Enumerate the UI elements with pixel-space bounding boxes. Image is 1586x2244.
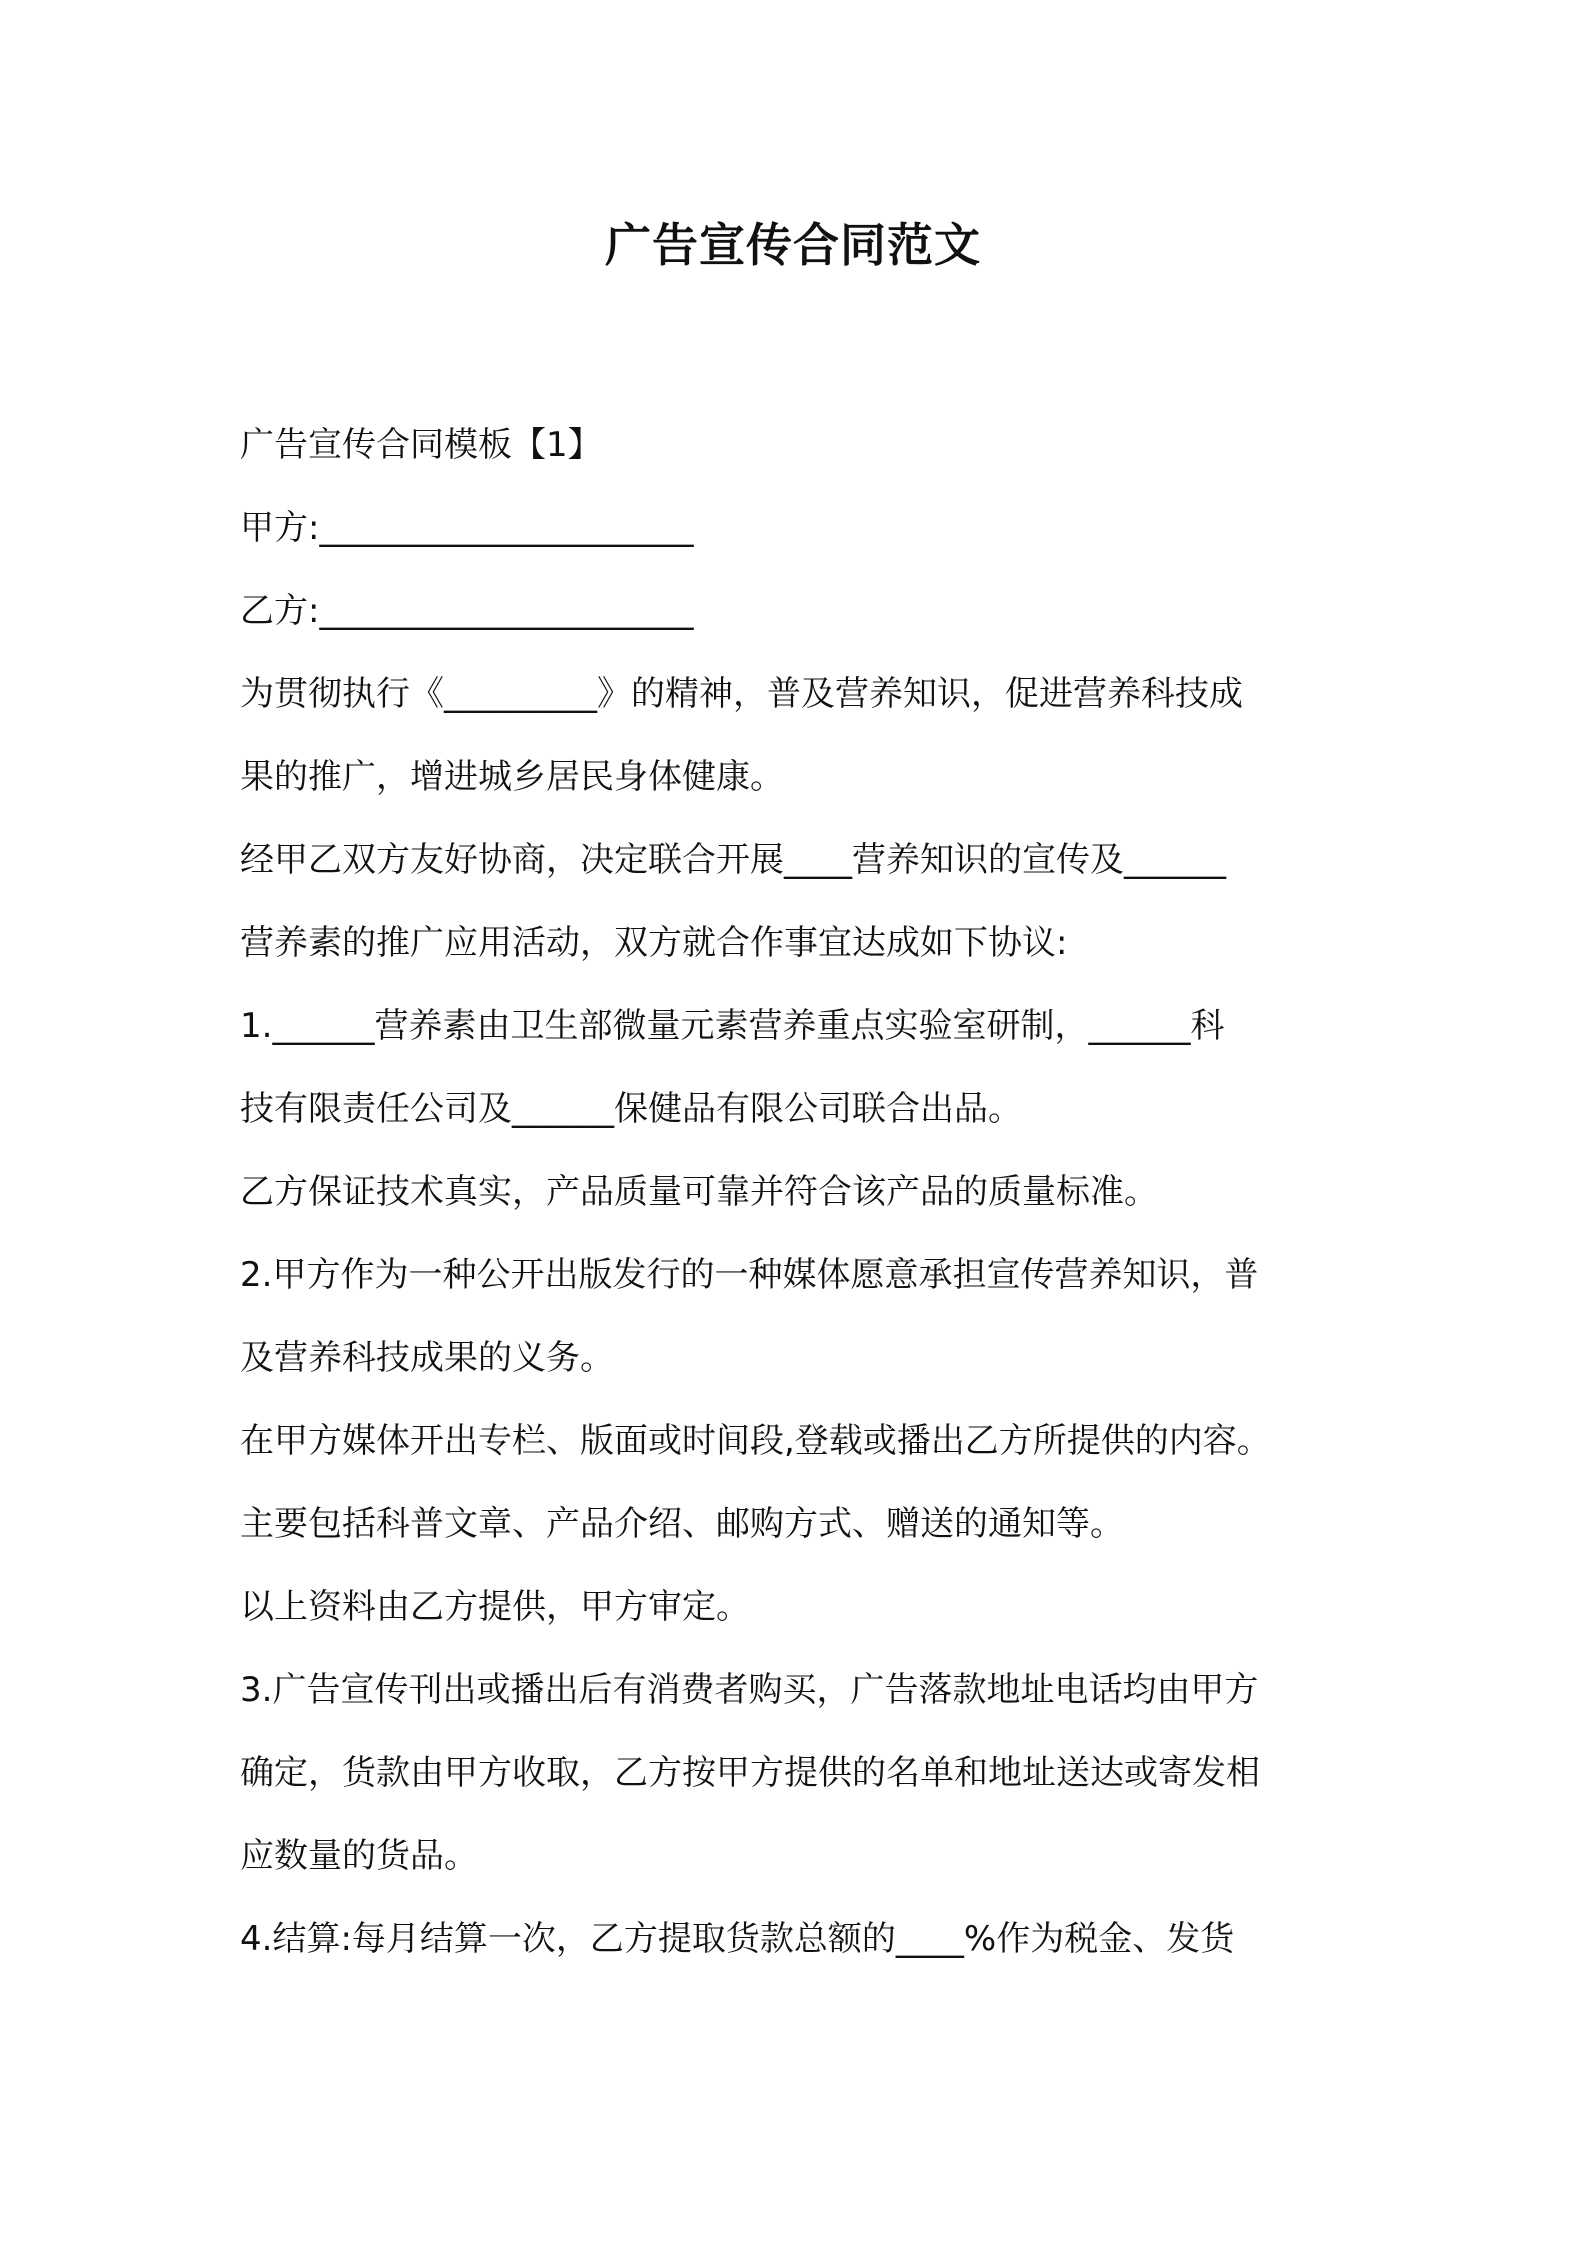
- clause-1-line: 技有限责任公司及______保健品有限公司联合出品。: [240, 1089, 1022, 1129]
- document-title: 广告宣传合同范文: [605, 218, 981, 272]
- paragraph-line: 以上资料由乙方提供，甲方审定。: [240, 1587, 750, 1627]
- paragraph-line: 在甲方媒体开出专栏、版面或时间段,登载或播出乙方所提供的内容。: [240, 1421, 1271, 1461]
- contract-template-heading: 广告宣传合同模板【1】: [240, 425, 602, 465]
- clause-3-line: 确定，货款由甲方收取，乙方按甲方提供的名单和地址送达或寄发相: [240, 1753, 1260, 1793]
- clause-2-line: 及营养科技成果的义务。: [240, 1338, 614, 1378]
- clause-3-line: 3.广告宣传刊出或播出后有消费者购买，广告落款地址电话均由甲方: [240, 1670, 1259, 1710]
- clause-3-line: 应数量的货品。: [240, 1836, 478, 1876]
- paragraph-line: 乙方保证技术真实，产品质量可靠并符合该产品的质量标准。: [240, 1172, 1158, 1212]
- clause-1-line: 1.______营养素由卫生部微量元素营养重点实验室研制，______科: [240, 1006, 1225, 1046]
- paragraph-line: 经甲乙双方友好协商，决定联合开展____营养知识的宣传及______: [240, 840, 1226, 880]
- party-a-line: 甲方:______________________: [240, 508, 694, 548]
- party-b-line: 乙方:______________________: [240, 591, 694, 631]
- clause-2-line: 2.甲方作为一种公开出版发行的一种媒体愿意承担宣传营养知识，普: [240, 1255, 1259, 1295]
- paragraph-line: 果的推广，增进城乡居民身体健康。: [240, 757, 784, 797]
- document-body: [240, 404, 1358, 1981]
- clause-4-line: 4.结算:每月结算一次，乙方提取货款总额的____%作为税金、发货: [240, 1919, 1235, 1959]
- paragraph-line: 营养素的推广应用活动，双方就合作事宜达成如下协议:: [240, 923, 1068, 963]
- paragraph-line: 主要包括科普文章、产品介绍、邮购方式、赠送的通知等。: [240, 1504, 1124, 1544]
- paragraph-line: 为贯彻执行《_________》的精神，普及营养知识，促进营养科技成: [240, 674, 1243, 714]
